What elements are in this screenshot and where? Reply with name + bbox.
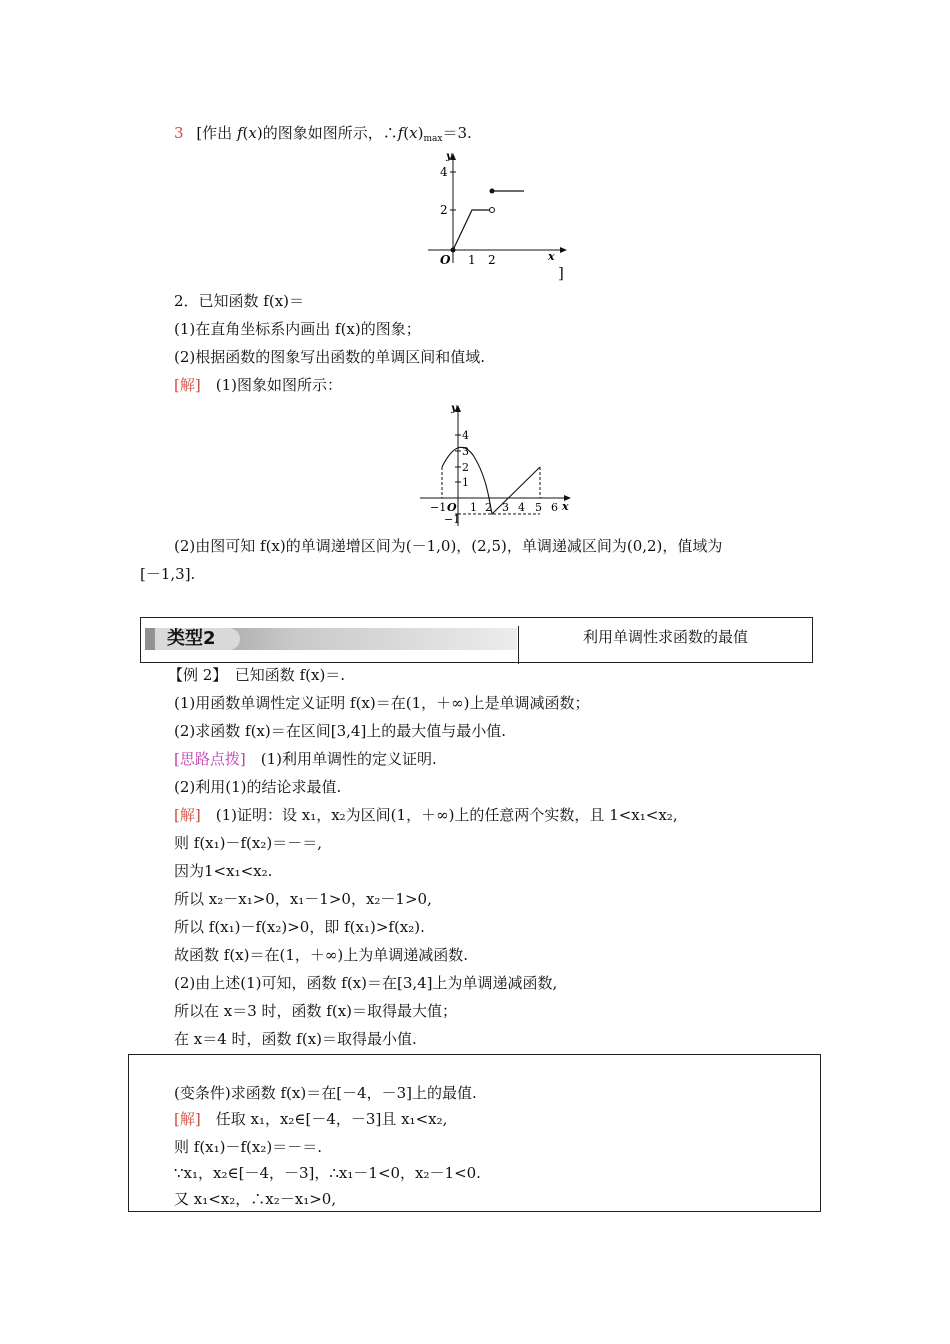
graph-2-label-5: 5 bbox=[535, 501, 542, 514]
q2-line-4-text: (1)图象如图所示： bbox=[200, 376, 342, 394]
graph-1-label-y2: 2 bbox=[440, 203, 448, 217]
graph-2 bbox=[414, 402, 579, 530]
graph-2-axis-y: y bbox=[451, 403, 457, 414]
type-2-header bbox=[140, 617, 813, 663]
q2-line-4 bbox=[174, 374, 342, 396]
graph-2-label-y2: 2 bbox=[462, 461, 469, 474]
graph-2-label-3: 3 bbox=[502, 501, 509, 514]
graph-2-label-yneg1: −1 bbox=[444, 513, 461, 526]
answer-tail: ＝3. bbox=[442, 124, 472, 142]
q2-line-3: (2)根据函数的图象写出函数的单调区间和值域. bbox=[174, 348, 486, 366]
variant-line-3: 则 f(x₁)－f(x₂)＝－＝. bbox=[174, 1138, 322, 1156]
answer-1-line bbox=[174, 122, 472, 150]
ex2-line-4 bbox=[174, 748, 437, 770]
ex2-line-3: (2)求函数 f(x)＝在区间[3,4]上的最大值与最小值. bbox=[174, 722, 507, 740]
graph-1-label-O: O bbox=[440, 253, 451, 267]
graph-1-axis-x: x bbox=[548, 250, 555, 263]
graph-1 bbox=[420, 148, 570, 268]
graph-1-axis-y: y bbox=[446, 151, 452, 162]
math-x: x bbox=[409, 124, 418, 142]
graph-2-label-y3: 3 bbox=[462, 445, 469, 458]
solution-tag: [解] bbox=[174, 376, 201, 394]
math-paren: ) bbox=[256, 124, 263, 142]
math-f: f bbox=[397, 124, 404, 142]
graph-2-axis-x: x bbox=[562, 500, 569, 513]
math-f: f bbox=[236, 124, 243, 142]
variant-line-4: ∵x₁，x₂∈[－4，－3]，∴x₁－1<0，x₂－1<0. bbox=[174, 1164, 481, 1182]
ex2-line-7: 则 f(x₁)－f(x₂)＝－＝, bbox=[174, 834, 322, 852]
ex2-line-12: (2)由上述(1)可知，函数 f(x)＝在[3,4]上为单调递减函数, bbox=[174, 974, 558, 992]
variant-line-2-text: 任取 x₁，x₂∈[－4，－3]且 x₁<x₂, bbox=[200, 1110, 448, 1128]
graph-2-label-6: 6 bbox=[551, 501, 558, 514]
ex2-line-6-text: (1)证明：设 x₁，x₂为区间(1，＋∞)上的任意两个实数，且 1<x₁<x₂, bbox=[200, 806, 678, 824]
q2-line-1: 2．已知函数 f(x)＝ bbox=[174, 292, 305, 310]
q2-line-6: [－1,3]. bbox=[140, 565, 196, 583]
math-x: x bbox=[248, 124, 257, 142]
type-2-title: 利用单调性求函数的最值 bbox=[582, 628, 748, 646]
q2-line-2: (1)在直角坐标系内画出 f(x)的图象； bbox=[174, 320, 421, 338]
math-paren: ( bbox=[242, 124, 249, 142]
graph-2-label-neg1: −1 bbox=[430, 501, 447, 514]
graph-2-label-1: 1 bbox=[470, 501, 477, 514]
graph-2-label-y1: 1 bbox=[462, 476, 469, 489]
graph-1-label-2: 2 bbox=[488, 253, 496, 267]
math-paren: ) bbox=[417, 124, 424, 142]
answer-close: ] bbox=[558, 264, 564, 282]
variant-line-2 bbox=[174, 1108, 447, 1130]
ex2-line-13: 所以在 x＝3 时，函数 f(x)＝取得最大值； bbox=[174, 1002, 458, 1020]
graph-1-label-1: 1 bbox=[468, 253, 476, 267]
graph-2-label-4: 4 bbox=[518, 501, 525, 514]
graph-2-label-2: 2 bbox=[485, 501, 492, 514]
ex2-line-4-text: (1)利用单调性的定义证明. bbox=[245, 750, 437, 768]
ex2-line-2: (1)用函数单调性定义证明 f(x)＝在(1，＋∞)上是单调减函数； bbox=[174, 694, 590, 712]
variant-line-1: (变条件)求函数 f(x)＝在[－4，－3]上的最值. bbox=[174, 1084, 477, 1102]
answer-open: [作出 bbox=[196, 124, 237, 142]
solution-tag: [解] bbox=[174, 1110, 201, 1128]
q2-line-5: (2)由图可知 f(x)的单调递增区间为(－1,0)，(2,5)，单调递减区间为(0,2)，值域为 bbox=[174, 537, 723, 555]
solution-tag: [解] bbox=[174, 806, 201, 824]
answer-number: 3 bbox=[174, 124, 184, 142]
ex2-line-14: 在 x＝4 时，函数 f(x)＝取得最小值. bbox=[174, 1030, 417, 1048]
answer-mid-text: 的图象如图所示，∴ bbox=[262, 124, 398, 142]
ex2-line-5: (2)利用(1)的结论求最值. bbox=[174, 778, 342, 796]
graph-1-label-y4: 4 bbox=[440, 165, 448, 179]
ex2-line-11: 故函数 f(x)＝在(1，＋∞)上为单调递减函数. bbox=[174, 946, 468, 964]
max-subscript: max bbox=[423, 134, 443, 144]
ex2-line-6 bbox=[174, 804, 678, 826]
variant-line-5: 又 x₁<x₂，∴x₂－x₁>0, bbox=[174, 1190, 337, 1208]
ex2-line-1: 【例 2】 已知函数 f(x)＝. bbox=[168, 666, 346, 684]
type-2-badge: 类型2 bbox=[155, 628, 240, 650]
graph-2-label-O: O bbox=[447, 501, 457, 514]
graph-2-label-y4: 4 bbox=[462, 429, 469, 442]
ex2-line-10: 所以 f(x₁)－f(x₂)>0，即 f(x₁)>f(x₂). bbox=[174, 918, 425, 936]
math-paren: ( bbox=[403, 124, 410, 142]
type-2-bar bbox=[145, 628, 517, 650]
ex2-line-9: 所以 x₂－x₁>0，x₁－1>0，x₂－1>0, bbox=[174, 890, 432, 908]
ex2-line-8: 因为1<x₁<x₂. bbox=[174, 862, 273, 880]
hint-tag: [思路点拨] bbox=[174, 750, 246, 768]
